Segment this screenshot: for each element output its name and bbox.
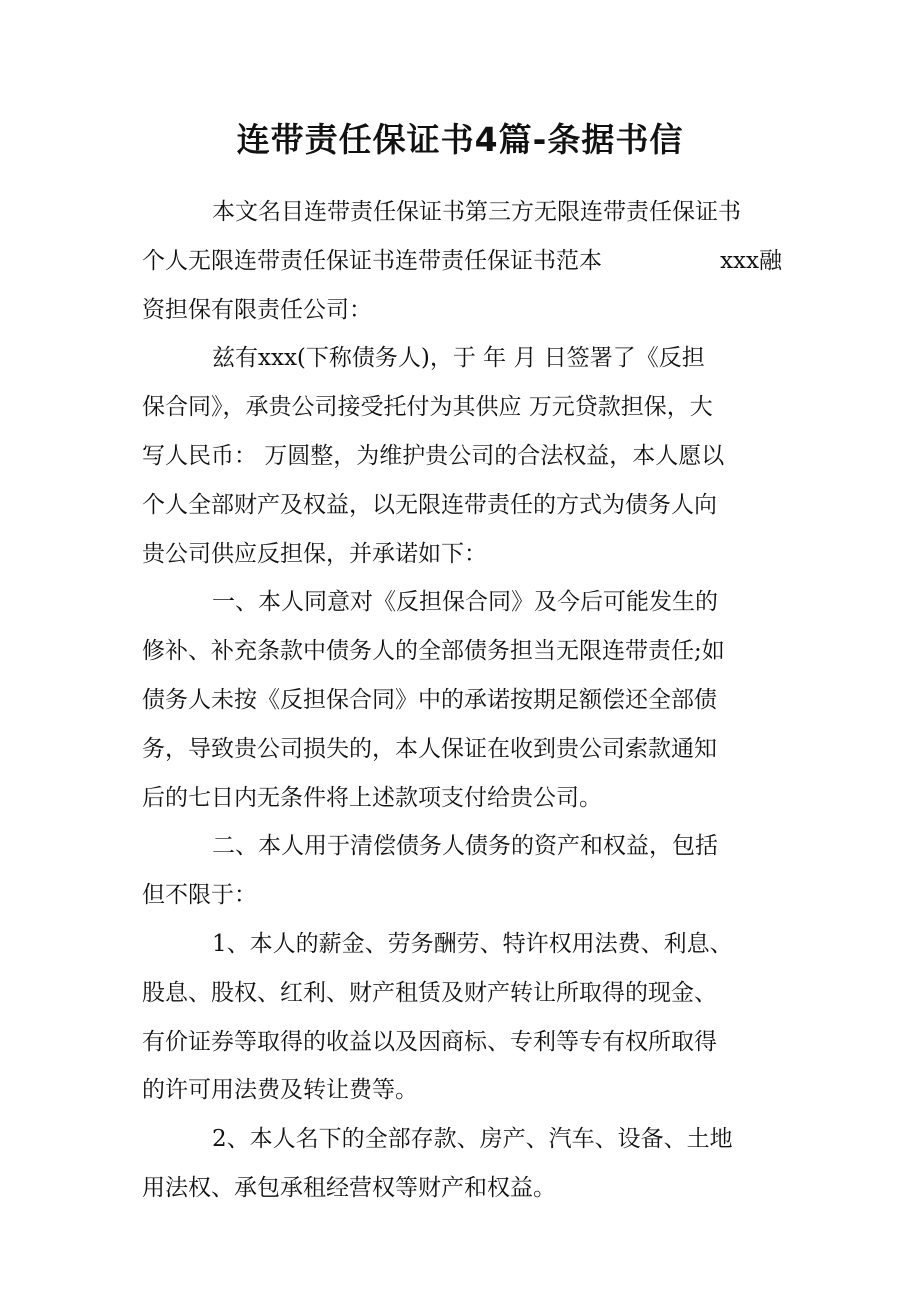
paragraph-line: 后的七日内无条件将上述款项支付给贵公司。 xyxy=(142,784,602,811)
paragraph-line: 用法权、承包承租经营权等财产和权益。 xyxy=(142,1174,556,1201)
paragraph-line: 本文名目连带责任保证书第三方无限连带责任保证书 xyxy=(212,199,741,225)
paragraph-line: 兹有xxx(下称债务人)，于 年 月 日签署了《反担 xyxy=(212,345,705,372)
paragraph-line: 的许可用法费及转让费等。 xyxy=(142,1077,418,1104)
paragraph-line: 务，导致贵公司损失的，本人保证在收到贵公司索款通知 xyxy=(142,735,717,762)
paragraph-line: 二、本人用于清偿债务人债务的资产和权益，包括 xyxy=(212,833,718,860)
paragraph-line: 股息、股权、红利、财产租赁及财产转让所取得的现金、 xyxy=(142,979,717,1006)
paragraph-text: 个人无限连带责任保证书连带责任保证书范本 xyxy=(142,247,602,274)
paragraph-line: 一、本人同意对《反担保合同》及今后可能发生的 xyxy=(212,589,718,616)
paragraph-line: 资担保有限责任公司： xyxy=(142,296,372,323)
paragraph-text: xxx融 xyxy=(720,247,782,274)
paragraph-line: 2、本人名下的全部存款、房产、汽车、设备、土地 xyxy=(212,1126,733,1153)
document-title: 连带责任保证书4篇-条据书信 xyxy=(236,120,684,159)
paragraph-line: 修补、补充条款中债务人的全部债务担当无限连带责任;如 xyxy=(142,638,725,665)
paragraph-line xyxy=(142,237,782,286)
paragraph-line: 有价证券等取得的收益以及因商标、专利等专有权所取得 xyxy=(142,1028,717,1055)
document-body xyxy=(142,188,782,1213)
paragraph-line: 写人民币： 万圆整，为维护贵公司的合法权益，本人愿以 xyxy=(142,442,725,469)
paragraph-line: 1、本人的薪金、劳务酬劳、特许权用法费、利息、 xyxy=(212,930,733,957)
paragraph-line: 个人全部财产及权益，以无限连带责任的方式为债务人向 xyxy=(142,491,717,518)
paragraph-line: 贵公司供应反担保，并承诺如下： xyxy=(142,540,487,567)
paragraph-line: 保合同》，承贵公司接受托付为其供应 万元贷款担保，大 xyxy=(142,394,713,421)
paragraph-line: 但不限于： xyxy=(142,882,257,909)
paragraph-line: 债务人未按《反担保合同》中的承诺按期足额偿还全部债 xyxy=(142,686,717,713)
